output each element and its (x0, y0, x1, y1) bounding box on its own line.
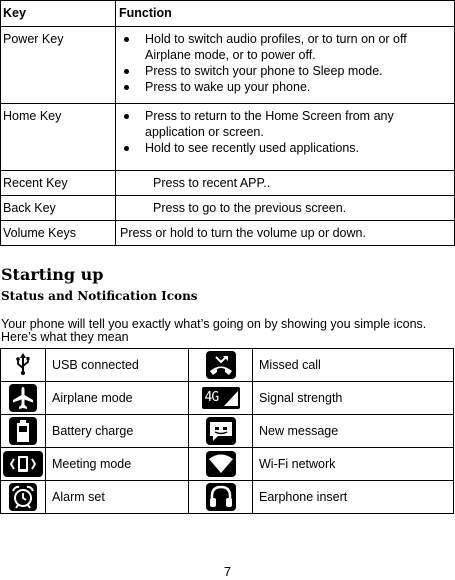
missed-call-icon (206, 351, 236, 379)
wifi-icon (206, 451, 236, 477)
function-text: Press to recent APP.. (116, 171, 455, 196)
table-header-row (1, 1, 455, 27)
list-item: Hold to switch audio profiles, or to turn on or off Airplane mode, or to power off. (116, 31, 454, 63)
usb-icon (15, 364, 31, 378)
battery-icon (9, 417, 37, 445)
key-name: Power Key (1, 27, 116, 104)
headphone-icon (206, 483, 236, 511)
icon-label: Missed call (253, 349, 454, 382)
icon-label: Wi-Fi network (253, 448, 454, 481)
signal-4g-badge: 4G (204, 390, 219, 405)
meeting-icon (3, 451, 43, 477)
icon-label: Meeting mode (46, 448, 189, 481)
icon-label: Signal strength (253, 382, 454, 415)
intro-paragraph: Your phone will tell you exactly what’s going on by showing you simple icons. Here’s what they mean (1, 317, 427, 344)
table-row (1, 415, 454, 448)
function-list (116, 108, 454, 156)
key-column-header: Key (1, 1, 116, 27)
signal-4g-icon (202, 387, 240, 409)
table-row (1, 448, 454, 481)
list-item: Hold to see recently used applications. (116, 140, 454, 156)
list-item: Press to switch your phone to Sleep mode. (116, 63, 454, 79)
icon-label: Alarm set (46, 481, 189, 514)
key-name: Home Key (1, 104, 116, 171)
page-number: 7 (223, 564, 232, 579)
message-icon (206, 417, 236, 445)
table-row (1, 382, 454, 415)
table-row (1, 171, 455, 196)
icon-label: Airplane mode (46, 382, 189, 415)
table-row (1, 349, 454, 382)
key-name: Volume Keys (1, 221, 116, 246)
table-row (1, 221, 455, 246)
key-function-table (0, 0, 455, 246)
icon-label: USB connected (46, 349, 189, 382)
function-text: Press or hold to turn the volume up or down. (116, 221, 455, 246)
table-row (1, 104, 455, 171)
key-name: Back Key (1, 196, 116, 221)
section-title: Starting up (1, 265, 104, 284)
table-row (1, 27, 455, 104)
table-row (1, 196, 455, 221)
list-item: Press to return to the Home Screen from any application or screen. (116, 108, 454, 140)
airplane-icon (9, 384, 37, 412)
function-column-header: Function (116, 1, 455, 27)
key-name: Recent Key (1, 171, 116, 196)
alarm-icon (9, 483, 37, 511)
section-subtitle: Status and Notification Icons (1, 289, 198, 303)
icon-label: Battery charge (46, 415, 189, 448)
function-text: Press to go to the previous screen. (116, 196, 455, 221)
function-list (116, 31, 454, 95)
table-row (1, 481, 454, 514)
icon-label: Earphone insert (253, 481, 454, 514)
list-item: Press to wake up your phone. (116, 79, 454, 95)
icon-label: New message (253, 415, 454, 448)
status-icons-table (0, 348, 454, 514)
